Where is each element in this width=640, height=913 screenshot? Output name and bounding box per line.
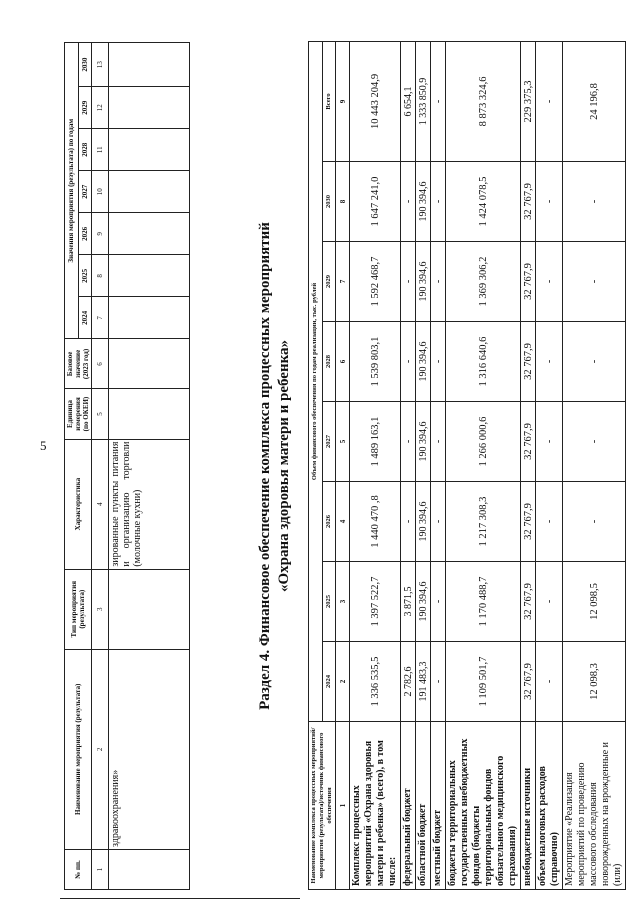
year-header: 2030 [78,43,92,87]
column-number: 5 [336,402,350,482]
value-cell: - [563,402,626,482]
page-number: 5 [40,438,47,453]
header-name: Наименование мероприятия (результата) [65,649,92,849]
row-name: областной бюджет [416,722,431,890]
column-number: 11 [92,129,109,171]
value-cell: 1 489 163,1 [350,402,401,482]
total-cell: - [431,41,446,161]
row-name: Комплекс процессных мероприятий «Охрана здоровья матери и ребенка» (всего), в том числе: [350,722,401,890]
column-number: 5 [92,389,109,439]
value-cell: 32 767,9 [521,242,536,322]
column-number: 3 [336,562,350,642]
year-header: 2026 [322,482,336,562]
continuation-characteristic: зированные пункты питания и организацию торговли (молочные кухни) [109,439,190,569]
value-cell: - [536,162,563,242]
value-cell: - [536,562,563,642]
continuation-row [109,43,190,890]
value-cell: 1 369 306,2 [446,242,521,322]
value-cell: 12 098,5 [563,562,626,642]
header-characteristic: Характеристика [65,439,92,569]
continuation-name: здравоохранения» [109,649,190,849]
total-header: Всего [322,41,336,161]
column-number: 6 [92,339,109,389]
column-number: 2 [92,649,109,849]
rotated-page-content [60,38,640,898]
year-header: 2024 [78,297,92,339]
events-values-table [64,42,190,890]
finance-table [308,41,626,890]
column-number: 4 [336,482,350,562]
value-cell: 190 394,6 [416,402,431,482]
value-cell: 2 782,6 [401,642,416,722]
total-cell: 8 873 324,6 [446,41,521,161]
value-cell: 32 767,9 [521,482,536,562]
value-cell: 1 109 501,7 [446,642,521,722]
value-cell: 190 394,6 [416,562,431,642]
table-row [521,41,536,889]
value-cell: 1 424 078,5 [446,162,521,242]
value-cell: 1 170 488,7 [446,562,521,642]
value-cell: 190 394,6 [416,322,431,402]
value-cell: - [563,242,626,322]
column-number: 4 [92,439,109,569]
value-cell: 1 266 000,6 [446,402,521,482]
column-number: 2 [336,642,350,722]
row-name: местный бюджет [431,722,446,890]
total-cell: 229 375,3 [521,41,536,161]
value-cell: 1 647 241,0 [350,162,401,242]
value-cell: 1 592 468,7 [350,242,401,322]
table-row [536,41,563,889]
cell [109,129,190,171]
value-cell: 1 397 522,7 [350,562,401,642]
cell [109,849,190,889]
value-cell: 32 767,9 [521,642,536,722]
total-cell: 1 333 850,9 [416,41,431,161]
value-cell: - [401,242,416,322]
header-name: Наименование комплекса процессных мероприятий/мероприятия (результата)/источник финансового обеспечения [309,722,336,890]
value-cell: 32 767,9 [521,562,536,642]
column-number: 1 [92,849,109,889]
year-header: 2027 [322,402,336,482]
upper-header-row [65,43,79,890]
value-cell: 32 767,9 [521,402,536,482]
column-number: 6 [336,322,350,402]
value-cell: 32 767,9 [521,162,536,242]
value-cell: - [401,322,416,402]
value-cell: - [536,322,563,402]
value-cell: - [536,642,563,722]
column-number: 3 [92,569,109,649]
header-unit: Единица измерения (по ОКЕИ) [65,389,92,439]
year-header: 2026 [78,213,92,255]
cell [109,43,190,87]
value-cell: - [536,402,563,482]
column-number: 10 [92,171,109,213]
year-header: 2029 [322,242,336,322]
cell [109,389,190,439]
value-cell: 190 394,6 [416,482,431,562]
value-cell: 1 217 308,3 [446,482,521,562]
row-name: объем налоговых расходов (справочно) [536,722,563,890]
value-cell: - [431,322,446,402]
value-cell: - [401,482,416,562]
value-cell: - [563,322,626,402]
column-number: 9 [336,41,350,161]
value-cell: 1 539 803,1 [350,322,401,402]
year-header: 2025 [78,255,92,297]
cell [109,87,190,129]
header-base: Базовое значение (2023 год) [65,339,92,389]
column-number: 9 [92,213,109,255]
cell [109,171,190,213]
value-cell: 1 440 470 ,8 [350,482,401,562]
year-header: 2024 [322,642,336,722]
column-number: 1 [336,722,350,890]
value-cell: 190 394,6 [416,162,431,242]
total-cell: - [536,41,563,161]
column-number: 8 [336,162,350,242]
value-cell: - [431,482,446,562]
row-name: внебюджетные источники [521,722,536,890]
table-row [563,41,626,889]
header-funding-group: Объем финансового обеспечения по годам реализации, тыс. рублей [309,41,323,721]
column-number: 8 [92,255,109,297]
value-cell: - [536,242,563,322]
value-cell: 32 767,9 [521,322,536,402]
value-cell: - [563,482,626,562]
value-cell: - [431,242,446,322]
year-header: 2028 [78,129,92,171]
table-row [350,41,401,889]
row-name: Мероприятие «Реализация мероприятий по проведению массового обследования новорожденных на врожденные и (или) [563,722,626,890]
value-cell: - [431,642,446,722]
table-row [401,41,416,889]
column-number: 12 [92,87,109,129]
total-cell: 10 443 204,9 [350,41,401,161]
table-row [446,41,521,889]
column-number-row [336,41,350,889]
column-number: 7 [92,297,109,339]
value-cell: - [431,162,446,242]
cell [109,213,190,255]
section-title-line: Раздел 4. Финансовое обеспечение комплекса процессных мероприятий [257,222,273,710]
value-cell: 12 098,3 [563,642,626,722]
year-header: 2028 [322,322,336,402]
value-cell: 1 336 535,5 [350,642,401,722]
header-type: Тип мероприятия (результата) [65,569,92,649]
column-number-row [92,43,109,890]
section-title [256,42,294,890]
header-no: № пп. [65,849,92,889]
value-cell: - [536,482,563,562]
value-cell: 191 483,3 [416,642,431,722]
row-name: федеральный бюджет [401,722,416,890]
cell [109,339,190,389]
header-values-group: Значения мероприятия (результата) по годам [65,43,79,339]
year-header: 2029 [78,87,92,129]
column-number: 13 [92,43,109,87]
table-row [416,41,431,889]
value-cell: - [401,162,416,242]
cell [109,297,190,339]
year-header: 2030 [322,162,336,242]
total-cell: 6 654,1 [401,41,416,161]
value-cell: - [431,402,446,482]
year-header: 2025 [322,562,336,642]
cell [109,255,190,297]
value-cell: 3 871,5 [401,562,416,642]
value-cell: 1 316 640,6 [446,322,521,402]
year-header: 2027 [78,171,92,213]
value-cell: - [431,562,446,642]
section-title-line: «Охрана здоровья матери и ребенка» [276,340,292,593]
value-cell: 190 394,6 [416,242,431,322]
table-row [431,41,446,889]
finance-header-row [309,41,323,889]
cell [109,569,190,649]
row-name: бюджеты территориальных государственных внебюджетных фондов (бюджеты территориальных фондов обязательного медицинского страхования) [446,722,521,890]
value-cell: - [401,402,416,482]
value-cell: - [563,162,626,242]
bottom-rule [60,898,300,899]
column-number: 7 [336,242,350,322]
total-cell: 24 196,8 [563,41,626,161]
